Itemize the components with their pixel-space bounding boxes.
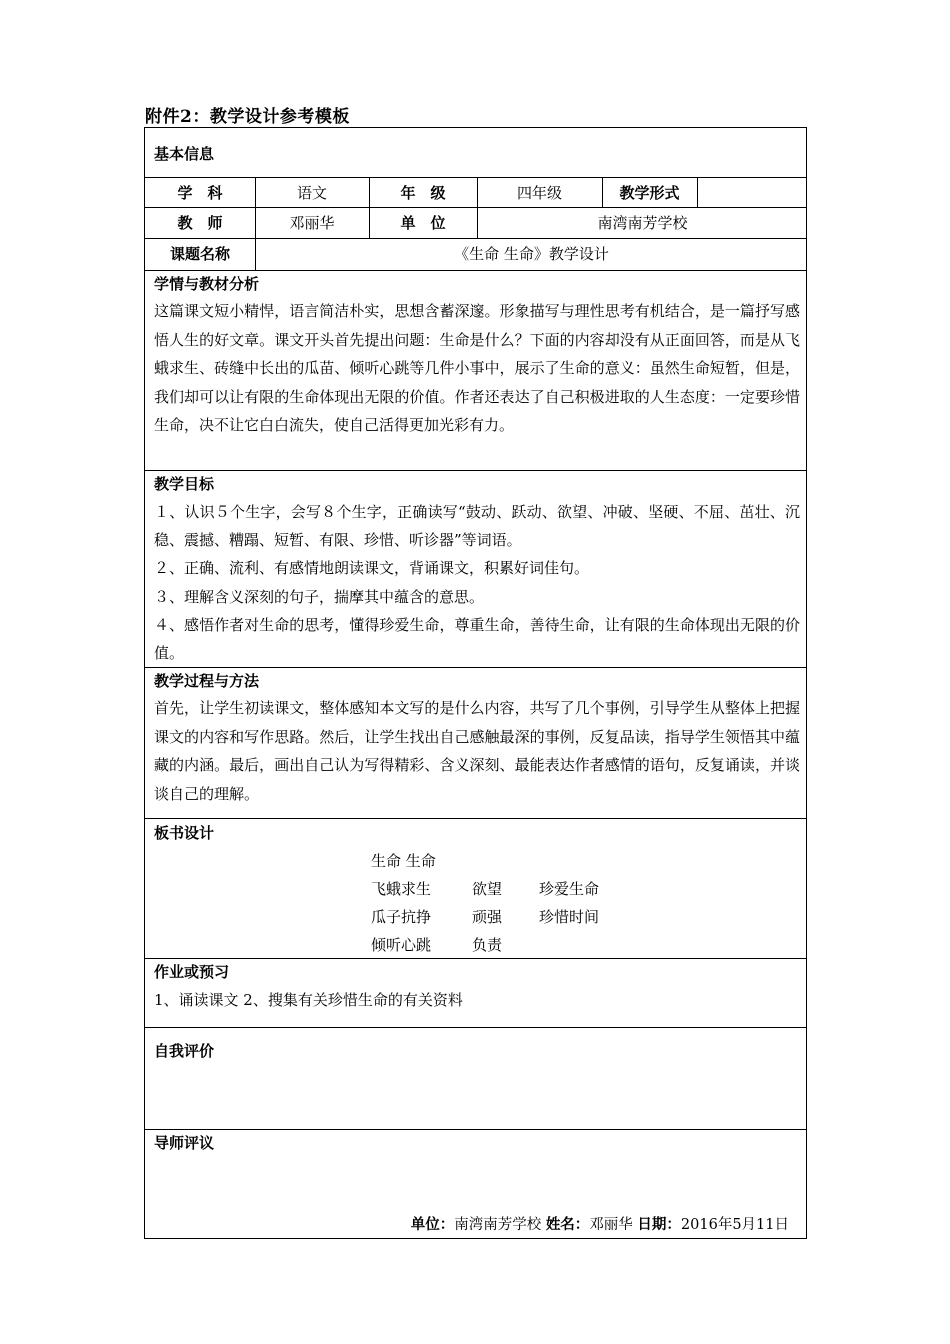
board-cell: 珍惜时间 [539,908,600,926]
objective-item: ３、理解含义深刻的句子，揣摩其中蕴含的意思。 [154,587,485,606]
process-text [154,694,800,808]
board-cell: 负责 [472,936,503,954]
teaching-form-label: 教学形式 [619,184,680,202]
lesson-plan-table [144,127,807,1239]
subject-value: 语文 [296,184,327,202]
row-divider [145,1027,806,1028]
signature-unit-value: 南湾南芳学校 [454,1217,542,1233]
row-divider [145,818,806,819]
mentor-evaluation-title: 导师评议 [154,1134,215,1152]
board-cell: 珍爱生命 [539,880,600,898]
grade-label: 年 级 [400,184,446,202]
board-cell: 顽强 [472,908,503,926]
objectives-list [154,498,800,667]
topic-value: 《生命 生命》教学设计 [454,245,609,263]
objectives-title: 教学目标 [154,475,215,493]
objective-item: １、认识５个生字，会写８个生字，正确读写“鼓动、跃动、欲望、冲破、坚硬、不屈、茁壮、沉稳、震撼、糟蹋、短暂、有限、珍惜、听诊器”等词语。 [154,503,800,550]
analysis-text [154,297,800,440]
row-divider [145,1129,806,1130]
signature-name-label: 姓名： [545,1216,590,1233]
teacher-value: 邓丽华 [289,214,335,232]
board-heading: 生命 生命 [371,852,436,870]
basic-info-title: 基本信息 [154,145,215,163]
signature-date-label: 日期： [637,1216,681,1233]
analysis-paragraph: 这篇课文短小精悍，语言简洁朴实，思想含蓄深邃。形象描写与理性思考有机结合，是一篇抒写感悟人生的好文章。课文开头首先提出问题：生命是什么？下面的内容却没有从正面回答，而是从飞蛾求生、砖缝中长出的瓜苗、倾听心跳等几件小事中，展示了生命的意义：虽然生命短暂，但是，我们却可以让有限的生命体现出无限的价值。作者还表达了自己积极进取的人生态度：一定要珍惜生命，决不让它白白流失，使自己活得更加光彩有力。 [154,302,800,435]
objective-item: ４、感悟作者对生命的思考，懂得珍爱生命，尊重生命，善待生命，让有限的生命体现出无限的价值。 [154,615,800,663]
unit-label: 单 位 [400,214,446,232]
topic-label: 课题名称 [169,245,230,263]
row-divider [145,177,806,178]
row-divider [145,207,806,208]
row-divider [145,270,806,271]
teacher-label: 教 师 [177,214,223,232]
signature-date-value: 2016年5月11日 [680,1217,789,1233]
column-divider [697,177,698,207]
signature-unit-label: 单位： [410,1216,455,1233]
row-divider [145,470,806,471]
process-title: 教学过程与方法 [154,672,260,690]
board-cell: 飞蛾求生 [371,880,432,898]
process-paragraph: 首先，让学生初读课文，整体感知本文写的是什么内容，共写了几个事例，引导学生从整体上把握课文的内容和写作思路。然后，让学生找出自己感触最深的事例，反复品读，指导学生领悟其中蕴藏的内涵。最后，画出自己认为写得精彩、含义深刻、最能表达作者感情的语句，反复诵读，并谈谈自己的理解。 [154,699,800,803]
board-title: 板书设计 [154,824,215,842]
signature-line [411,1213,789,1234]
homework-text: 1、诵读课文 2、搜集有关珍惜生命的有关资料 [154,991,463,1009]
board-cell: 欲望 [472,880,503,898]
unit-value: 南湾南芳学校 [597,214,688,232]
homework-title: 作业或预习 [154,963,230,981]
analysis-title: 学情与教材分析 [154,275,260,293]
board-cell: 倾听心跳 [371,936,432,954]
objective-item: ２、正确、流利、有感情地朗读课文，背诵课文，积累好词佳句。 [154,559,590,578]
subject-label: 学 科 [177,184,223,202]
grade-value: 四年级 [516,184,562,202]
self-evaluation-title: 自我评价 [154,1042,215,1060]
row-divider [145,238,806,239]
page-heading: 附件2：教学设计参考模板 [145,107,350,127]
board-cell: 瓜子抗挣 [371,908,432,926]
signature-name-value: 邓丽华 [589,1217,633,1233]
